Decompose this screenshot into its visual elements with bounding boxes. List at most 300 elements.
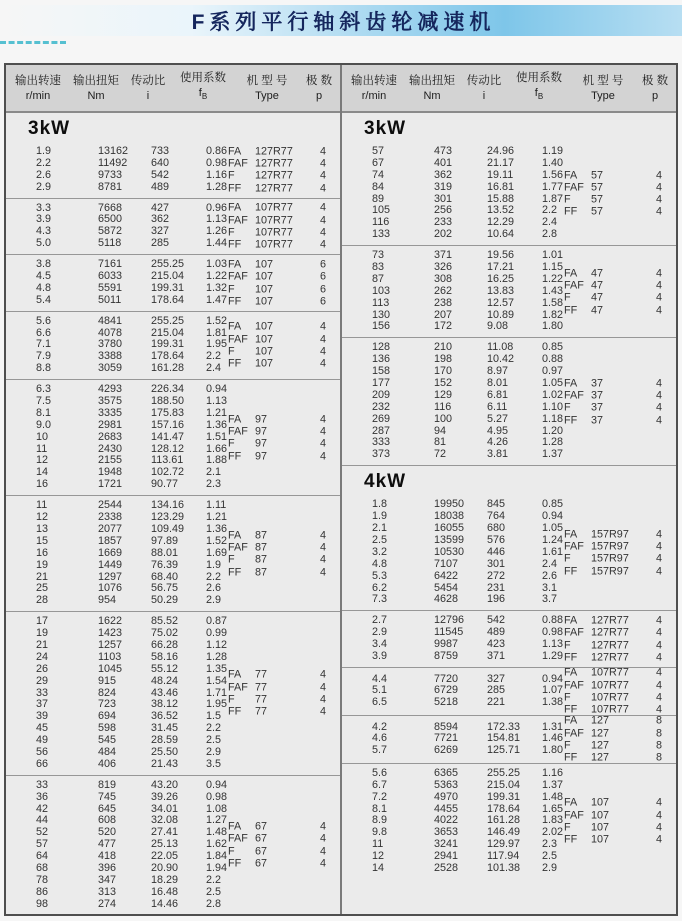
service-factor-cell: 2.4 [542, 216, 558, 229]
service-factor-cell: 1.21 [206, 511, 228, 524]
service-factor-cell: 1.83 [542, 814, 564, 827]
ratio-cell: 640 [151, 156, 170, 169]
pole-count: 4 [320, 238, 327, 251]
torque-cell: 5218 [434, 696, 459, 709]
data-row [6, 652, 340, 664]
model-row [564, 528, 670, 540]
pole-count: 4 [656, 821, 663, 834]
service-factor-cell: 0.96 [206, 201, 228, 214]
model-row [228, 529, 334, 541]
torque-cell: 7107 [434, 557, 459, 570]
ratio-cell: 178.64 [151, 350, 185, 363]
service-factor-cell: 1.40 [542, 156, 564, 169]
torque-cell: 319 [434, 180, 453, 193]
column-header-en [344, 89, 404, 103]
service-factor-cell: 2.5 [206, 734, 222, 747]
torque-cell: 3575 [98, 395, 123, 408]
ratio-cell: 13.83 [487, 284, 515, 297]
model-code: 157R97 [591, 552, 629, 565]
ratio-group [6, 611, 340, 775]
model-row [564, 639, 670, 651]
model-prefix: FAF [228, 681, 248, 694]
model-code: 107R77 [591, 679, 629, 692]
ratio-cell: 845 [487, 498, 506, 511]
service-factor-cell: 1.32 [206, 281, 228, 294]
torque-cell: 202 [434, 228, 453, 241]
model-code: 57 [591, 181, 604, 194]
service-factor-cell: 1.66 [206, 442, 228, 455]
service-factor-cell: 3.7 [542, 593, 558, 606]
speed-cell: 3.9 [372, 649, 388, 662]
service-factor-cell: 1.03 [206, 258, 228, 271]
service-factor-cell: 1.56 [542, 168, 564, 181]
data-row [6, 780, 340, 792]
ratio-group [6, 142, 340, 198]
service-factor-cell: 1.16 [206, 168, 228, 181]
ratio-cell: 38.12 [151, 698, 179, 711]
torque-cell: 8759 [434, 649, 459, 662]
torque-cell: 262 [434, 284, 453, 297]
ratio-cell: 6.11 [487, 400, 508, 413]
torque-cell: 2528 [434, 861, 459, 874]
service-factor-cell: 1.88 [206, 454, 228, 467]
column-header-en-main: p [651, 89, 659, 102]
model-code: 47 [591, 304, 604, 317]
model-row [564, 627, 670, 639]
torque-cell: 6729 [434, 684, 459, 697]
model-row [564, 206, 670, 218]
pole-count: 4 [656, 540, 663, 553]
pole-count: 8 [656, 751, 663, 764]
model-code: 57 [591, 193, 604, 206]
model-code: 107 [255, 270, 274, 283]
pole-count: 4 [656, 679, 663, 692]
model-row [228, 566, 334, 578]
pole-count: 6 [320, 270, 327, 283]
column-header-zh: 机 型 号 [246, 74, 288, 87]
model-row [228, 345, 334, 357]
speed-cell: 7.3 [372, 593, 388, 606]
ratio-cell: 199.31 [151, 281, 185, 294]
service-factor-cell: 0.94 [542, 510, 564, 523]
model-prefix: FA [564, 377, 578, 390]
model-row [228, 845, 334, 857]
column-header-en-main: f [534, 87, 538, 100]
ratio-cell: 215.04 [487, 778, 521, 791]
model-row [564, 292, 670, 304]
service-factor-cell: 0.94 [206, 383, 228, 396]
service-factor-cell: 1.22 [542, 272, 564, 285]
torque-cell: 10530 [434, 545, 465, 558]
service-factor-cell: 1.5 [206, 710, 222, 723]
ratio-group [342, 337, 676, 465]
model-row [564, 553, 670, 565]
torque-cell: 7720 [434, 672, 459, 685]
service-factor-cell: 1.44 [206, 237, 228, 250]
model-prefix: FAF [564, 389, 584, 402]
torque-cell: 418 [98, 850, 117, 863]
service-factor-cell: 1.15 [542, 261, 564, 274]
torque-cell: 1103 [98, 650, 122, 663]
ratio-cell: 576 [487, 533, 506, 546]
service-factor-cell: 2.8 [542, 228, 558, 241]
speed-cell: 2.7 [372, 614, 388, 627]
model-row [564, 821, 670, 833]
service-factor-cell: 1.71 [206, 686, 228, 699]
pole-count: 4 [656, 639, 663, 652]
column-header-en [124, 89, 172, 103]
data-row [6, 792, 340, 804]
ratio-cell: 17.21 [487, 261, 515, 274]
pole-count: 4 [320, 201, 327, 214]
speed-cell: 10 [36, 430, 49, 443]
column-header-en [172, 86, 234, 104]
column-header [460, 74, 508, 103]
torque-cell: 3241 [434, 838, 459, 851]
service-factor-cell: 1.13 [542, 638, 564, 651]
service-factor-cell: 1.47 [206, 293, 228, 306]
model-row [228, 295, 334, 307]
torque-cell: 3780 [98, 338, 123, 351]
ratio-cell: 327 [487, 672, 506, 685]
data-row [6, 759, 340, 771]
torque-cell: 1622 [98, 615, 123, 628]
ratio-group [342, 142, 676, 245]
data-row [342, 511, 676, 523]
service-factor-cell: 0.88 [542, 353, 564, 366]
speed-cell: 87 [372, 272, 385, 285]
speed-cell: 1.9 [36, 145, 52, 157]
torque-cell: 5118 [98, 237, 122, 250]
column-header-en-main: r/min [25, 89, 51, 102]
ratio-cell: 101.38 [487, 861, 521, 874]
model-prefix: FF [564, 205, 578, 218]
pole-count: 4 [320, 320, 327, 333]
model-prefix: FA [564, 528, 578, 541]
ratio-cell: 129.97 [487, 838, 521, 851]
model-prefix: FA [228, 668, 242, 681]
torque-cell: 172 [434, 320, 453, 333]
torque-cell: 19950 [434, 498, 465, 511]
model-row [564, 267, 670, 279]
model-code: 77 [255, 705, 268, 718]
model-code: 37 [591, 389, 604, 402]
column-header-zh: 输出扭矩 [73, 74, 119, 87]
data-row [342, 321, 676, 333]
ratio-cell: 146.49 [487, 826, 521, 839]
torque-cell: 1257 [98, 638, 123, 651]
service-factor-cell: 1.36 [206, 522, 228, 535]
ratio-cell: 75.02 [151, 627, 179, 640]
model-row [228, 145, 334, 157]
model-prefix: FAF [564, 809, 584, 822]
ratio-cell: 85.52 [151, 615, 179, 628]
pole-count: 4 [656, 809, 663, 822]
ratio-cell: 4.95 [487, 424, 509, 437]
model-list [228, 202, 334, 251]
ratio-cell: 28.59 [151, 734, 179, 747]
column-header-en [68, 89, 124, 103]
model-prefix: F [228, 693, 235, 706]
torque-cell: 116 [434, 400, 452, 413]
service-factor-cell: 1.37 [542, 448, 564, 461]
column-header-zh: 极 数 [641, 74, 669, 87]
service-factor-cell: 2.2 [206, 873, 222, 886]
model-code: 77 [255, 668, 268, 681]
ratio-cell: 97.89 [151, 534, 179, 547]
model-code: 77 [255, 681, 268, 694]
model-prefix: F [564, 739, 571, 752]
pole-count: 4 [656, 193, 663, 206]
torque-cell: 2981 [98, 418, 123, 431]
column-header [508, 71, 570, 104]
torque-cell: 473 [434, 145, 453, 157]
service-factor-cell: 1.27 [206, 814, 228, 827]
pole-count: 4 [656, 377, 663, 390]
speed-cell: 64 [36, 850, 49, 863]
data-row [342, 449, 676, 461]
model-prefix: FF [228, 357, 242, 370]
pole-count: 4 [320, 681, 327, 694]
speed-cell: 89 [372, 192, 385, 205]
model-code: 127R77 [591, 614, 629, 627]
ratio-cell: 175.83 [151, 406, 185, 419]
ratio-cell: 68.40 [151, 570, 179, 583]
ratio-cell: 215.04 [151, 326, 185, 339]
column-header-zh: 机 型 号 [582, 74, 624, 87]
ratio-cell: 301 [487, 557, 506, 570]
speed-cell: 19 [36, 558, 49, 571]
pole-count: 4 [656, 304, 663, 317]
speed-cell: 49 [36, 734, 49, 747]
model-code: 107R77 [255, 226, 293, 239]
speed-cell: 8.1 [36, 406, 52, 419]
ratio-cell: 427 [151, 201, 170, 214]
service-factor-cell: 1.20 [542, 424, 564, 437]
speed-cell: 136 [372, 353, 391, 366]
ratio-cell: 48.24 [151, 674, 179, 687]
torque-cell: 1297 [98, 570, 123, 583]
model-row [228, 271, 334, 283]
speed-cell: 5.0 [36, 237, 52, 250]
speed-cell: 8.8 [36, 362, 52, 375]
speed-cell: 2.9 [36, 180, 52, 193]
model-prefix: FF [564, 703, 578, 716]
ratio-cell: 285 [487, 684, 506, 697]
service-factor-cell: 1.11 [206, 499, 227, 512]
data-row [342, 354, 676, 366]
service-factor-cell: 2.2 [542, 204, 558, 217]
page-title-bar [0, 5, 682, 36]
service-factor-cell: 2.3 [206, 478, 222, 491]
speed-cell: 15 [36, 534, 49, 547]
speed-cell: 5.6 [36, 314, 52, 327]
data-row [6, 887, 340, 899]
ratio-cell: 10.42 [487, 353, 515, 366]
model-prefix: FF [228, 295, 242, 308]
torque-cell: 12796 [434, 614, 465, 627]
speed-cell: 130 [372, 308, 391, 321]
speed-cell: 7.1 [36, 338, 52, 351]
torque-cell: 824 [98, 686, 117, 699]
model-list [228, 258, 334, 307]
pole-count: 4 [656, 168, 663, 181]
model-prefix: FA [228, 145, 242, 158]
speed-cell: 83 [372, 261, 385, 274]
column-header [124, 74, 172, 103]
speed-cell: 5.3 [372, 569, 388, 582]
model-row [228, 226, 334, 238]
speed-cell: 24 [36, 650, 49, 663]
column-header-en-main: Nm [87, 89, 105, 102]
model-prefix: F [228, 169, 235, 182]
pole-count: 4 [656, 389, 663, 402]
ratio-cell: 285 [151, 237, 170, 250]
model-list [228, 821, 334, 870]
speed-cell: 84 [372, 180, 385, 193]
model-prefix: F [228, 437, 235, 450]
model-code: 107 [591, 821, 610, 834]
column-header-zh: 输出转速 [351, 74, 397, 87]
pole-count: 4 [656, 651, 663, 664]
data-row [342, 229, 676, 241]
speed-cell: 2.5 [372, 533, 388, 546]
service-factor-cell: 1.82 [542, 308, 564, 321]
model-code: 67 [255, 832, 268, 845]
service-factor-cell: 1.28 [206, 180, 228, 193]
column-header-en [570, 89, 636, 103]
speed-cell: 177 [372, 377, 391, 390]
service-factor-cell: 0.99 [206, 627, 228, 640]
ratio-cell: 39.26 [151, 790, 179, 803]
ratio-group [6, 311, 340, 379]
model-prefix: FA [228, 201, 242, 214]
service-factor-cell: 1.80 [542, 320, 564, 333]
model-code: 127R77 [591, 639, 629, 652]
model-row [228, 182, 334, 194]
torque-cell: 238 [434, 296, 453, 309]
speed-cell: 5.1 [372, 684, 388, 697]
torque-cell: 3059 [98, 362, 123, 375]
service-factor-cell: 3.1 [542, 581, 558, 594]
service-factor-cell: 0.88 [542, 614, 564, 627]
speed-cell: 66 [36, 757, 49, 770]
model-prefix: FA [228, 529, 242, 542]
pole-count: 4 [320, 145, 327, 158]
power-section [342, 465, 676, 879]
model-row [228, 358, 334, 370]
torque-cell: 1721 [98, 478, 123, 491]
ratio-cell: 226.34 [151, 383, 185, 396]
ratio-group [6, 254, 340, 311]
data-row [342, 780, 676, 792]
model-prefix: FF [228, 705, 242, 718]
ratio-cell: 542 [151, 168, 170, 181]
ratio-group [6, 775, 340, 915]
ratio-cell: 16.48 [151, 885, 179, 898]
torque-cell: 6269 [434, 744, 459, 757]
torque-cell: 723 [98, 698, 117, 711]
service-factor-cell: 2.4 [206, 362, 222, 375]
service-factor-cell: 1.36 [206, 418, 228, 431]
speed-cell: 232 [372, 400, 391, 413]
model-code: 67 [255, 857, 268, 870]
service-factor-cell: 1.24 [542, 533, 564, 546]
service-factor-cell: 1.37 [542, 778, 564, 791]
service-factor-cell: 1.35 [206, 662, 228, 675]
service-factor-cell: 1.28 [206, 650, 228, 663]
model-code: 107 [591, 809, 610, 822]
service-factor-cell: 1.48 [206, 826, 228, 839]
pole-count: 4 [656, 626, 663, 639]
table-left-body [6, 113, 340, 915]
model-row [564, 651, 670, 663]
torque-cell: 401 [434, 156, 453, 169]
column-header [300, 74, 338, 103]
column-header-en-main: Nm [423, 89, 441, 102]
model-row [228, 541, 334, 553]
model-prefix: FA [564, 714, 578, 727]
ratio-cell: 66.28 [151, 638, 179, 651]
model-list [228, 669, 334, 718]
torque-cell: 598 [98, 722, 117, 735]
pole-count: 6 [320, 282, 327, 295]
service-factor-cell: 2.02 [542, 826, 564, 839]
model-row [228, 258, 334, 270]
pole-count: 4 [656, 528, 663, 541]
speed-cell: 103 [372, 284, 391, 297]
ratio-cell: 15.88 [487, 192, 515, 205]
model-row [228, 239, 334, 251]
ratio-group [342, 667, 676, 715]
torque-cell: 129 [434, 388, 453, 401]
speed-cell: 29 [36, 674, 49, 687]
ratio-cell: 199.31 [151, 338, 185, 351]
data-row [342, 426, 676, 438]
speed-cell: 21 [36, 638, 49, 651]
model-row [228, 681, 334, 693]
pole-count: 4 [320, 565, 327, 578]
speed-cell: 1.8 [372, 498, 388, 511]
pole-count: 4 [656, 267, 663, 280]
torque-cell: 1449 [98, 558, 123, 571]
torque-cell: 210 [434, 341, 453, 354]
column-header [68, 74, 124, 103]
model-row [564, 377, 670, 389]
model-code: 87 [255, 553, 268, 566]
model-prefix: FAF [228, 214, 248, 227]
ratio-cell: 3.81 [487, 448, 509, 461]
ratio-cell: 128.12 [151, 442, 185, 455]
torque-cell: 8594 [434, 720, 459, 733]
service-factor-cell: 1.54 [206, 674, 228, 687]
pole-count: 8 [656, 739, 663, 752]
ratio-cell: 221 [487, 696, 506, 709]
ratio-group [6, 495, 340, 611]
ratio-cell: 20.90 [151, 861, 179, 874]
column-header-zh: 传动比 [466, 74, 502, 87]
model-prefix: FAF [564, 679, 584, 692]
pole-count: 4 [656, 666, 663, 679]
speed-cell: 7.9 [36, 350, 52, 363]
model-prefix: FAF [564, 279, 584, 292]
torque-cell: 152 [434, 377, 453, 390]
service-factor-cell: 1.13 [206, 213, 228, 226]
ratio-cell: 125.71 [487, 744, 521, 757]
torque-cell: 6365 [434, 766, 459, 779]
ratio-cell: 18.29 [151, 873, 179, 886]
ratio-cell: 21.43 [151, 757, 179, 770]
